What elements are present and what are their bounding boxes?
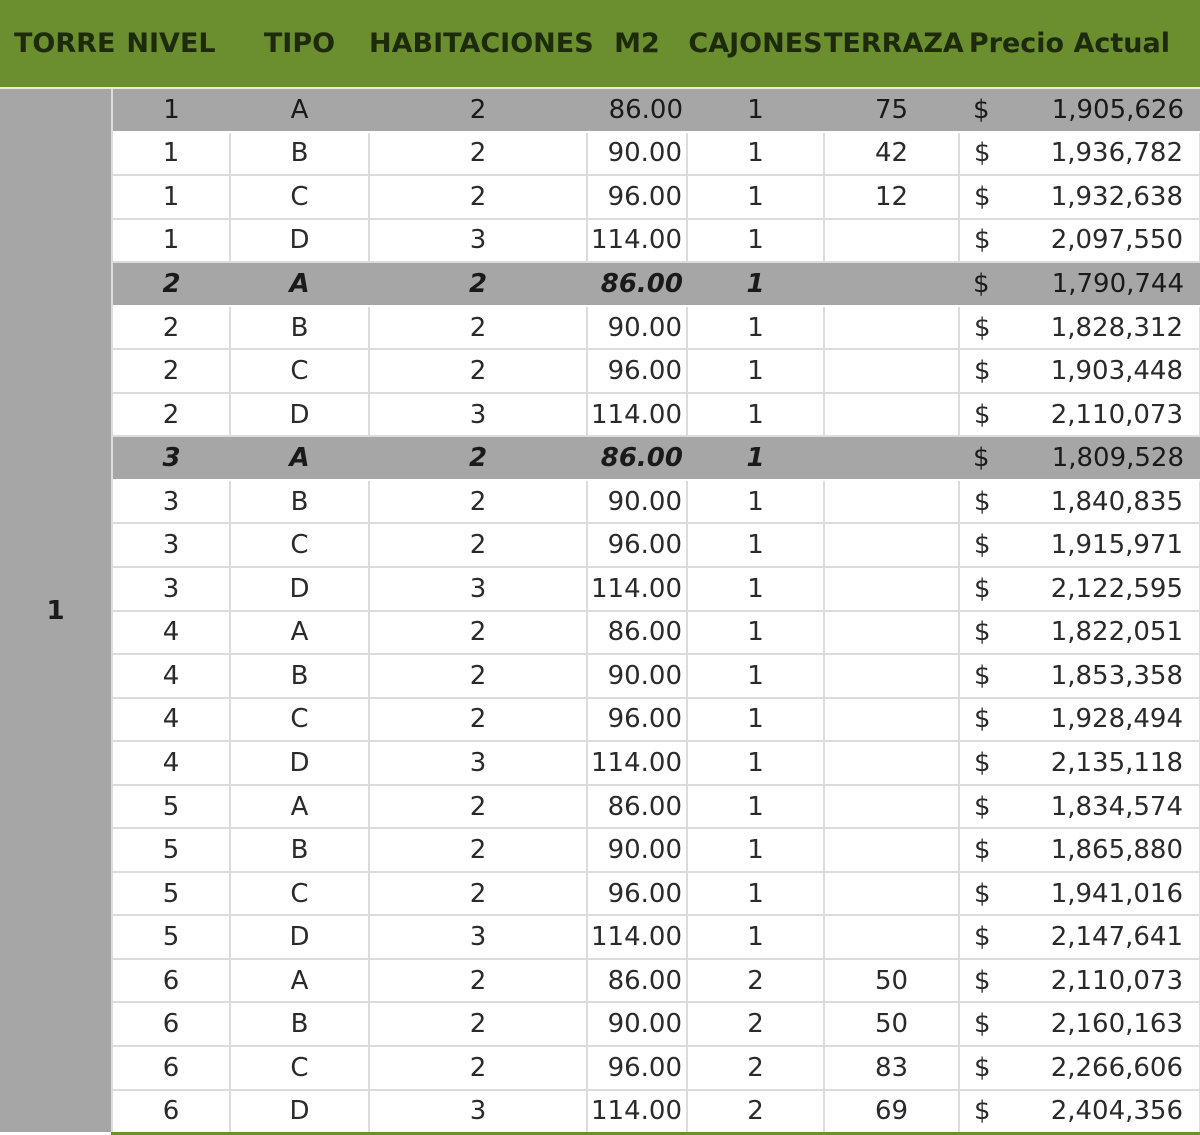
currency-symbol: $ (959, 175, 1019, 219)
cell-nivel[interactable]: 3 (112, 567, 230, 611)
cell-cajones[interactable]: 1 (687, 132, 824, 176)
cell-tipo[interactable]: C (230, 523, 369, 567)
cell-tipo[interactable]: A (230, 262, 369, 306)
cell-nivel[interactable]: 3 (112, 480, 230, 524)
table-row[interactable] (0, 523, 1200, 567)
cell-m2[interactable]: 114.00 (587, 567, 687, 611)
cell-terraza[interactable] (824, 523, 959, 567)
cell-tipo[interactable]: B (230, 654, 369, 698)
table-row[interactable] (0, 872, 1200, 916)
header-m2[interactable]: M2 (587, 0, 687, 88)
header-cajones[interactable]: CAJONES (687, 0, 824, 88)
cell-precio[interactable]: 1,915,971 (1019, 523, 1200, 567)
currency-symbol: $ (959, 88, 1019, 132)
cell-precio[interactable]: 2,097,550 (1019, 219, 1200, 263)
table-row[interactable] (0, 567, 1200, 611)
cell-terraza[interactable] (824, 349, 959, 393)
cell-m2[interactable]: 86.00 (587, 436, 687, 480)
cell-cajones[interactable]: 2 (687, 1090, 824, 1134)
currency-symbol: $ (959, 523, 1019, 567)
cell-nivel[interactable]: 6 (112, 1046, 230, 1090)
cell-cajones[interactable]: 1 (687, 262, 824, 306)
cell-precio[interactable]: 2,147,641 (1019, 915, 1200, 959)
cell-cajones[interactable]: 1 (687, 611, 824, 655)
currency-symbol: $ (959, 611, 1019, 655)
currency-symbol: $ (959, 480, 1019, 524)
cell-habitaciones[interactable]: 2 (369, 262, 587, 306)
table-row[interactable] (0, 393, 1200, 437)
cell-precio[interactable]: 1,840,835 (1019, 480, 1200, 524)
cell-precio[interactable]: 1,928,494 (1019, 698, 1200, 742)
table-row[interactable] (0, 480, 1200, 524)
cell-nivel[interactable]: 1 (112, 219, 230, 263)
cell-m2[interactable]: 86.00 (587, 611, 687, 655)
cell-nivel[interactable]: 3 (112, 436, 230, 480)
cell-tipo[interactable]: A (230, 785, 369, 829)
cell-precio[interactable]: 1,903,448 (1019, 349, 1200, 393)
cell-cajones[interactable]: 1 (687, 828, 824, 872)
table-row[interactable] (0, 1046, 1200, 1090)
cell-habitaciones[interactable]: 2 (369, 872, 587, 916)
cell-precio[interactable]: 2,122,595 (1019, 567, 1200, 611)
cell-tipo[interactable]: C (230, 872, 369, 916)
currency-symbol: $ (959, 219, 1019, 263)
cell-cajones[interactable]: 1 (687, 872, 824, 916)
cell-terraza[interactable] (824, 828, 959, 872)
table-row[interactable] (0, 959, 1200, 1003)
cell-habitaciones[interactable]: 2 (369, 175, 587, 219)
header-terraza[interactable]: TERRAZA (824, 0, 959, 88)
cell-cajones[interactable]: 1 (687, 219, 824, 263)
cell-m2[interactable]: 114.00 (587, 393, 687, 437)
cell-nivel[interactable]: 4 (112, 654, 230, 698)
cell-nivel[interactable]: 6 (112, 1090, 230, 1134)
cell-cajones[interactable]: 1 (687, 567, 824, 611)
header-row (0, 0, 1200, 88)
table-row[interactable] (0, 1002, 1200, 1046)
cell-terraza[interactable] (824, 393, 959, 437)
cell-precio[interactable]: 1,790,744 (1019, 262, 1200, 306)
currency-symbol: $ (959, 349, 1019, 393)
currency-symbol: $ (959, 741, 1019, 785)
cell-m2[interactable]: 114.00 (587, 219, 687, 263)
cell-habitaciones[interactable]: 2 (369, 698, 587, 742)
cell-habitaciones[interactable]: 2 (369, 436, 587, 480)
cell-tipo[interactable]: C (230, 175, 369, 219)
cell-precio[interactable]: 1,853,358 (1019, 654, 1200, 698)
cell-nivel[interactable]: 5 (112, 872, 230, 916)
table-row[interactable] (0, 1090, 1200, 1134)
cell-precio[interactable]: 1,809,528 (1019, 436, 1200, 480)
cell-tipo[interactable]: B (230, 480, 369, 524)
cell-tipo[interactable]: D (230, 741, 369, 785)
cell-nivel[interactable]: 1 (112, 88, 230, 132)
cell-habitaciones[interactable]: 3 (369, 741, 587, 785)
cell-habitaciones[interactable]: 2 (369, 88, 587, 132)
cell-habitaciones[interactable]: 2 (369, 480, 587, 524)
currency-symbol: $ (959, 959, 1019, 1003)
cell-nivel[interactable]: 4 (112, 741, 230, 785)
cell-terraza[interactable] (824, 436, 959, 480)
cell-nivel[interactable]: 4 (112, 611, 230, 655)
cell-cajones[interactable]: 1 (687, 785, 824, 829)
cell-m2[interactable]: 86.00 (587, 959, 687, 1003)
cell-tipo[interactable]: B (230, 306, 369, 350)
cell-precio[interactable]: 1,822,051 (1019, 611, 1200, 655)
cell-terraza[interactable]: 50 (824, 1002, 959, 1046)
cell-tipo[interactable]: D (230, 567, 369, 611)
table-body (0, 88, 1200, 1133)
cell-m2[interactable]: 114.00 (587, 741, 687, 785)
table-row[interactable] (0, 349, 1200, 393)
cell-cajones[interactable]: 1 (687, 436, 824, 480)
cell-habitaciones[interactable]: 2 (369, 1046, 587, 1090)
cell-precio[interactable]: 2,135,118 (1019, 741, 1200, 785)
cell-precio[interactable]: 2,404,356 (1019, 1090, 1200, 1134)
cell-m2[interactable]: 96.00 (587, 349, 687, 393)
cell-m2[interactable]: 90.00 (587, 306, 687, 350)
cell-habitaciones[interactable]: 3 (369, 567, 587, 611)
cell-tipo[interactable]: A (230, 959, 369, 1003)
cell-cajones[interactable]: 2 (687, 959, 824, 1003)
header-nivel[interactable]: NIVEL (112, 0, 230, 88)
cell-m2[interactable]: 86.00 (587, 262, 687, 306)
currency-symbol: $ (959, 393, 1019, 437)
cell-m2[interactable]: 96.00 (587, 1046, 687, 1090)
cell-nivel[interactable]: 5 (112, 915, 230, 959)
cell-cajones[interactable]: 1 (687, 480, 824, 524)
currency-symbol: $ (959, 785, 1019, 829)
cell-tipo[interactable]: D (230, 915, 369, 959)
cell-cajones[interactable]: 1 (687, 306, 824, 350)
cell-precio[interactable]: 1,828,312 (1019, 306, 1200, 350)
cell-precio[interactable]: 1,936,782 (1019, 132, 1200, 176)
cell-habitaciones[interactable]: 2 (369, 654, 587, 698)
cell-habitaciones[interactable]: 3 (369, 219, 587, 263)
cell-precio[interactable]: 1,865,880 (1019, 828, 1200, 872)
cell-tipo[interactable]: D (230, 1090, 369, 1134)
table-row[interactable] (0, 88, 1200, 132)
cell-terraza[interactable] (824, 915, 959, 959)
cell-precio[interactable]: 2,266,606 (1019, 1046, 1200, 1090)
currency-symbol: $ (959, 436, 1019, 480)
table-row[interactable] (0, 915, 1200, 959)
currency-symbol: $ (959, 1046, 1019, 1090)
cell-tipo[interactable]: C (230, 349, 369, 393)
cell-m2[interactable]: 86.00 (587, 785, 687, 829)
table-row[interactable] (0, 828, 1200, 872)
table-header (0, 0, 1200, 88)
cell-m2[interactable]: 90.00 (587, 828, 687, 872)
cell-tipo[interactable]: B (230, 1002, 369, 1046)
cell-precio[interactable]: 1,834,574 (1019, 785, 1200, 829)
cell-terraza[interactable] (824, 611, 959, 655)
cell-habitaciones[interactable]: 2 (369, 828, 587, 872)
header-habitaciones[interactable]: HABITACIONES (369, 0, 587, 88)
cell-nivel[interactable]: 2 (112, 393, 230, 437)
cell-terraza[interactable]: 75 (824, 88, 959, 132)
cell-habitaciones[interactable]: 2 (369, 132, 587, 176)
currency-symbol: $ (959, 262, 1019, 306)
currency-symbol: $ (959, 132, 1019, 176)
cell-nivel[interactable]: 2 (112, 262, 230, 306)
cell-nivel[interactable]: 5 (112, 828, 230, 872)
cell-nivel[interactable]: 2 (112, 349, 230, 393)
cell-tipo[interactable]: A (230, 88, 369, 132)
cell-nivel[interactable]: 5 (112, 785, 230, 829)
table-row[interactable] (0, 175, 1200, 219)
cell-m2[interactable]: 96.00 (587, 523, 687, 567)
cell-habitaciones[interactable]: 2 (369, 1002, 587, 1046)
cell-terraza[interactable] (824, 654, 959, 698)
cell-cajones[interactable]: 2 (687, 1002, 824, 1046)
currency-symbol: $ (959, 567, 1019, 611)
cell-cajones[interactable]: 1 (687, 523, 824, 567)
currency-symbol: $ (959, 915, 1019, 959)
header-precio-actual[interactable]: Precio Actual (959, 0, 1200, 88)
header-torre[interactable]: TORRE (0, 0, 112, 88)
cell-habitaciones[interactable]: 3 (369, 393, 587, 437)
cell-tipo[interactable]: B (230, 132, 369, 176)
cell-terraza[interactable]: 50 (824, 959, 959, 1003)
cell-precio[interactable]: 1,905,626 (1019, 88, 1200, 132)
cell-precio[interactable]: 2,160,163 (1019, 1002, 1200, 1046)
cell-cajones[interactable]: 1 (687, 654, 824, 698)
cell-terraza[interactable] (824, 872, 959, 916)
currency-symbol: $ (959, 1002, 1019, 1046)
currency-symbol: $ (959, 698, 1019, 742)
cell-m2[interactable]: 96.00 (587, 175, 687, 219)
table-row[interactable] (0, 611, 1200, 655)
cell-precio[interactable]: 2,110,073 (1019, 393, 1200, 437)
cell-m2[interactable]: 114.00 (587, 1090, 687, 1134)
cell-nivel[interactable]: 1 (112, 175, 230, 219)
cell-m2[interactable]: 90.00 (587, 132, 687, 176)
cell-tipo[interactable]: C (230, 1046, 369, 1090)
torre-value[interactable]: 1 (0, 88, 112, 1133)
table-row[interactable] (0, 132, 1200, 176)
cell-cajones[interactable]: 1 (687, 349, 824, 393)
cell-nivel[interactable]: 1 (112, 132, 230, 176)
table-row[interactable] (0, 698, 1200, 742)
cell-terraza[interactable] (824, 480, 959, 524)
currency-symbol: $ (959, 1090, 1019, 1134)
cell-cajones[interactable]: 1 (687, 915, 824, 959)
cell-terraza[interactable]: 69 (824, 1090, 959, 1134)
table-row[interactable] (0, 785, 1200, 829)
cell-terraza[interactable] (824, 785, 959, 829)
cell-terraza[interactable]: 12 (824, 175, 959, 219)
cell-tipo[interactable]: A (230, 436, 369, 480)
cell-habitaciones[interactable]: 2 (369, 349, 587, 393)
cell-habitaciones[interactable]: 2 (369, 785, 587, 829)
table-row[interactable] (0, 262, 1200, 306)
cell-cajones[interactable]: 1 (687, 88, 824, 132)
cell-terraza[interactable] (824, 306, 959, 350)
cell-m2[interactable]: 96.00 (587, 698, 687, 742)
cell-m2[interactable]: 90.00 (587, 1002, 687, 1046)
cell-habitaciones[interactable]: 2 (369, 523, 587, 567)
cell-terraza[interactable] (824, 741, 959, 785)
cell-terraza[interactable]: 42 (824, 132, 959, 176)
table-row[interactable] (0, 219, 1200, 263)
currency-symbol: $ (959, 872, 1019, 916)
cell-nivel[interactable]: 3 (112, 523, 230, 567)
cell-precio[interactable]: 1,941,016 (1019, 872, 1200, 916)
cell-terraza[interactable] (824, 262, 959, 306)
cell-terraza[interactable]: 83 (824, 1046, 959, 1090)
cell-habitaciones[interactable]: 3 (369, 915, 587, 959)
cell-tipo[interactable]: A (230, 611, 369, 655)
cell-tipo[interactable]: D (230, 219, 369, 263)
cell-tipo[interactable]: B (230, 828, 369, 872)
table-row[interactable] (0, 741, 1200, 785)
cell-tipo[interactable]: D (230, 393, 369, 437)
table-row[interactable] (0, 306, 1200, 350)
cell-m2[interactable]: 114.00 (587, 915, 687, 959)
cell-habitaciones[interactable]: 2 (369, 611, 587, 655)
cell-tipo[interactable]: C (230, 698, 369, 742)
cell-habitaciones[interactable]: 2 (369, 959, 587, 1003)
cell-habitaciones[interactable]: 3 (369, 1090, 587, 1134)
cell-nivel[interactable]: 2 (112, 306, 230, 350)
cell-cajones[interactable]: 1 (687, 741, 824, 785)
cell-habitaciones[interactable]: 2 (369, 306, 587, 350)
cell-cajones[interactable]: 1 (687, 393, 824, 437)
cell-terraza[interactable] (824, 219, 959, 263)
cell-m2[interactable]: 90.00 (587, 480, 687, 524)
cell-nivel[interactable]: 6 (112, 959, 230, 1003)
table-row[interactable] (0, 436, 1200, 480)
cell-terraza[interactable] (824, 567, 959, 611)
header-tipo[interactable]: TIPO (230, 0, 369, 88)
cell-cajones[interactable]: 1 (687, 698, 824, 742)
cell-m2[interactable]: 86.00 (587, 88, 687, 132)
currency-symbol: $ (959, 306, 1019, 350)
cell-cajones[interactable]: 2 (687, 1046, 824, 1090)
cell-precio[interactable]: 2,110,073 (1019, 959, 1200, 1003)
currency-symbol: $ (959, 828, 1019, 872)
cell-m2[interactable]: 96.00 (587, 872, 687, 916)
cell-m2[interactable]: 90.00 (587, 654, 687, 698)
cell-precio[interactable]: 1,932,638 (1019, 175, 1200, 219)
currency-symbol: $ (959, 654, 1019, 698)
cell-terraza[interactable] (824, 698, 959, 742)
cell-nivel[interactable]: 6 (112, 1002, 230, 1046)
cell-cajones[interactable]: 1 (687, 175, 824, 219)
cell-nivel[interactable]: 4 (112, 698, 230, 742)
table-row[interactable] (0, 654, 1200, 698)
